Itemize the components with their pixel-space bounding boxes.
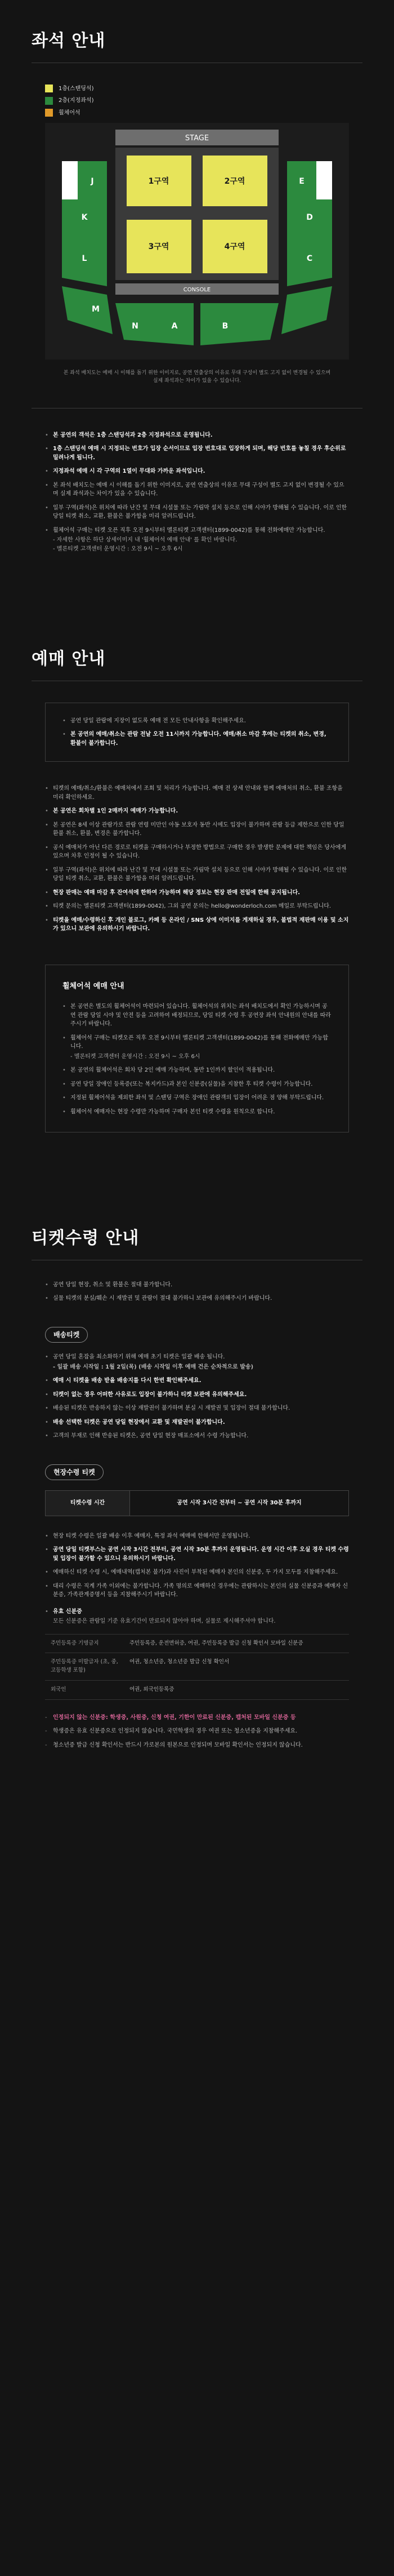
note-sub: - 멜론티켓 고객센터 운영시간 : 오전 9시 ~ 오후 6시 (70, 1053, 200, 1060)
note-sub: - 멜론티켓 고객센터 운영시간 : 오전 9시 ~ 오후 6시 (53, 545, 183, 552)
block-B-bottom (200, 303, 279, 345)
note: • 1층 스탠딩석 예매 시 지정되는 번호가 입장 순서이므로 입장 번호대로 입장하게 되며, 해당 번호를 놓칠 경우 후순위로 밀려나게 됩니다. (45, 446, 346, 461)
booking-notes (45, 784, 349, 934)
note: • 배송 선택한 티켓은 공연 당일 현장에서 교환 및 재발권이 불가합니다. (45, 1419, 225, 1425)
seat-map (45, 123, 349, 359)
wheelchair-box (45, 965, 349, 1132)
note: • 본 공연은 별도의 휠체어석이 마련되어 있습니다. 휠체어석의 위치는 좌석 배치도에서 확인 가능하시며 공연 관람 당일 시야 및 안전 등을 고려하여 배정되므로, 당일 티켓 수령 후 공연장 좌석 안내원의 안내를 따라주시기 바랍니다. (62, 1003, 331, 1028)
onsite-table (45, 1490, 349, 1516)
note: • 일부 구역(좌석)은 위치에 따라 난간 및 무대 시설물 또는 가림막 설치 등으로 인해 시야가 방해될 수 있습니다. 이로 인한 당일 티켓 취소, 교환, 환불은 불가함을 미리 알려드립니다. (45, 504, 347, 520)
onsite-table-key: 티켓수령 시간 (46, 1491, 130, 1516)
note: • 휠체어석 구매는 티켓 오픈 직후 오전 9시부터 멜론티켓 고객센터(1899-0042)를 통해 전화예매만 가능합니다. (45, 527, 325, 534)
legend-label: 휠체어석 (59, 109, 80, 116)
onsite-table-value: 공연 시작 3시간 전부터 ~ 공연 시작 30분 후까지 (177, 1500, 302, 1507)
note: • 티켓이 없는 경우 어떠한 사유로도 입장이 불가하니 티켓 보관에 유의해주세요. (45, 1391, 247, 1398)
svg-text:J: J (91, 177, 94, 186)
note: • 본 공연의 예매/취소는 관람 전날 오전 11시까지 가능합니다. 예매/취소 마감 후에는 티켓의 취소, 변경, 환불이 불가합니다. (62, 731, 326, 747)
note: • 공연 당일 혼잡을 최소화하기 위해 예매 초기 티켓은 일괄 배송 됩니다. (45, 1354, 225, 1361)
note: • 본 공연은 8세 이상 관람가로 관람 연령 미만인 아동 보호자 동반 시에도 입장이 불가하며 관람 등급 제한으로 인한 당일 환불 취소, 환불, 변경은 불가합니다. (45, 821, 344, 837)
note: - 청소년증 발급 신청 확인서는 반드시 가로본의 원본으로 인정되며 모바일 확인서는 인정되지 않습니다. (45, 1742, 303, 1748)
note: • 배송된 티켓은 반송하지 않는 이상 재발권이 불가하며 분실 시 재발권 및 입장이 절대 불가합니다. (45, 1405, 290, 1412)
legend-swatch (45, 85, 53, 92)
id-table (45, 1634, 349, 1700)
svg-text:M: M (92, 305, 100, 314)
id-note: 모든 신분증은 관람일 기준 유효기간이 만료되지 않아야 하며, 실물로 제시해주셔야 합니다. (53, 1618, 276, 1625)
legend-item-wheelchair (45, 109, 349, 118)
svg-text:D: D (306, 213, 313, 222)
onsite-label-wrap (45, 1464, 349, 1481)
legend-item-standing (45, 85, 349, 94)
svg-text:L: L (82, 254, 87, 263)
note: • 공연 당일 현장, 취소 및 환불은 절대 불가합니다. (45, 1281, 173, 1288)
id-bottom-notes (45, 1713, 349, 1750)
booking-section-title: 예매 안내 (32, 649, 106, 669)
note: • 현장 판매는 예매 마감 후 잔여석에 한하여 가능하며 해당 정보는 현장 판매 전일에 한해 공지됩니다. (45, 889, 300, 896)
seat-map-caption: 본 좌석 배치도는 예매 시 이해를 돕기 위한 이미지로, 공연 연출상의 이유로 무대 구성이 별도 고지 없이 변경될 수 있으며 실제 좌석과는 차이가 있을 수 있습니다. (63, 370, 331, 384)
svg-text:C: C (306, 254, 313, 263)
booking-box (45, 703, 349, 762)
note: • 휠체어석 예매자는 현장 수령만 가능하며 구매자 본인 티켓 수령을 원칙으로 합니다. (62, 1108, 275, 1115)
table-row: 주민등록증 기명금지 주민등록증, 운전면허증, 여권, 주민등록증 발급 신청 확인서 모바일 신분증 (45, 1634, 349, 1653)
legend-swatch (45, 97, 53, 105)
legend-label: 1층(스탠딩석) (59, 85, 94, 92)
note: • 지정된 휠체어석을 제외한 좌석 및 스탠딩 구역은 장애인 관람객의 입장이 어려운 점 양해 부탁드립니다. (62, 1095, 324, 1102)
note: • 본 공연의 객석은 1층 스탠딩석과 2층 지정좌석으로 운영됩니다. (45, 432, 213, 438)
note: - 학생증은 유효 신분증으로 인정되지 않습니다. 국민학생의 경우 여권 또는 청소년증을 지참해주세요. (45, 1728, 298, 1735)
stage-label: STAGE (185, 134, 209, 143)
onsite-notes (45, 1532, 349, 1626)
block-N-A (115, 303, 194, 345)
seat-legend (45, 85, 349, 118)
note: • 예매하신 티켓 수령 시, 예매내역(캡처본 불가)과 사진이 부착된 예매자 본인의 신분증, 두 가지 모두를 지참해주세요. (45, 1569, 338, 1576)
delivery-label-wrap (45, 1327, 349, 1343)
table-row: 주민등록증 미발급자 (초, 중, 고등학생 포함) 여권, 청소년증, 청소년증 발급 신청 확인서 (45, 1653, 349, 1680)
note: • 공연 당일 티켓부스는 공연 시작 3시간 전부터, 공연 시작 30분 후까지 운영됩니다. 운영 시간 이후 오실 경우 티켓 수령 및 입장이 불가할 수 있으니 유의하시기 바랍니다. (45, 1547, 349, 1562)
ticket-intro (45, 1281, 349, 1303)
note-sub: - 자세한 사항은 하단 상세이미지 내 '휠체어석 예매 안내' 를 확인 바랍니다. (53, 537, 238, 544)
legend-item-reserved (45, 96, 349, 105)
delivery-pill: 배송티켓 (45, 1327, 88, 1343)
note: • 현장 티켓 수령은 일괄 배송 이후 예매자, 특정 좌석 예매에 한해서만 운영됩니다. (45, 1533, 250, 1539)
note: • 대리 수령은 직계 가족 이외에는 불가합니다. 가족 명의로 예매하신 경우에는 관람하시는 본인의 실물 신분증과 예매자 신분증, 가족관계증명서 등을 지참해주시기 바랍니다. (45, 1583, 348, 1598)
svg-text:E: E (299, 177, 305, 186)
note: • 본 좌석 배치도는 예매 시 이해를 돕기 위한 이미지로, 공연 연출상의 이유로 무대 구성이 별도 고지 없이 변경될 수 있으며 실제 좌석과는 차이가 있을 수 있습니다. (45, 482, 344, 498)
console-label: CONSOLE (183, 287, 211, 293)
svg-text:A: A (171, 322, 178, 331)
note-sub: - 일괄 배송 시작일 : 1월 2일(목) (배송 시작일 이후 예매 건은 순차적으로 발송) (53, 1363, 254, 1370)
block-label: 4구역 (224, 242, 245, 251)
seat-section-title: 좌석 안내 (32, 31, 106, 51)
note: • 공연 당일 관람에 지장이 없도록 예매 전 모든 안내사항을 확인해주세요. (62, 717, 246, 724)
seat-notes (45, 431, 349, 554)
svg-text:K: K (81, 213, 88, 222)
note: • 공연 당일 장애인 등록증(또는 복지카드)과 본인 신분증(실물)을 지참한 후 티켓 수령이 가능합니다. (62, 1081, 313, 1087)
ticket-section-title: 티켓수령 안내 (32, 1228, 140, 1249)
note: • 공식 예매처가 아닌 다른 경로로 티켓을 구매하시거나 부정한 방법으로 구매한 경우 발생한 문제에 대한 책임은 당사에게 있으며 차후 인정이 될 수 있습니다. (45, 844, 347, 860)
note: • 실물 티켓의 분실/훼손 시 재발권 및 관람이 절대 불가하니 보관에 유의해주시기 바랍니다. (45, 1295, 272, 1302)
table-row: 외국인 여권, 외국인등록증 (45, 1680, 349, 1699)
note: • 본 공연의 휠체어석은 회차 당 2인 예매 가능하며, 동반 1인까지 할인이 적용됩니다. (62, 1067, 275, 1074)
svg-text:B: B (222, 322, 229, 331)
note: • 고객의 부재로 인해 반송된 티켓은, 공연 당일 현장 매표소에서 수령 가능합니다. (45, 1433, 249, 1440)
block-label: 1구역 (148, 177, 169, 186)
block-label: 2구역 (224, 177, 245, 186)
wheelchair-title: 휠체어석 예매 안내 (62, 981, 124, 991)
legend-swatch (45, 109, 53, 117)
note: - 인정되지 않는 신분증: 학생증, 사원증, 신청 여권, 기한이 만료된 신분증, 캡처된 모바일 신분증 등 (45, 1714, 296, 1721)
note: • 유효 신분증 (45, 1608, 82, 1615)
note: • 지정좌석 예매 시 각 구역의 1열이 무대와 가까운 좌석입니다. (45, 468, 205, 475)
note: • 티켓 문의는 멜론티켓 고객센터(1899-0042), 그외 공연 문의는 hello@wonderloch.com 메일로 부탁드립니다. (45, 903, 332, 910)
note: • 티켓의 예매/취소/환불은 예매처에서 조회 및 처리가 가능합니다. 예매 전 상세 안내와 함께 예매처의 취소, 환불 조항을 미리 확인하세요. (45, 785, 343, 801)
note: • 일부 구역(좌석)은 위치에 따라 난간 및 무대 시설물 또는 가림막 설치 등으로 인해 시야가 방해될 수 있습니다. 이로 인한 당일 티켓 취소, 교환, 환불은 불가함을 미리 알려드립니다. (45, 867, 347, 882)
note: • 휠체어석 구매는 티켓오픈 직후 오전 9시부터 멜론티켓 고객센터(1899-0042)를 통해 전화예매만 가능합니다. (62, 1034, 328, 1050)
note: • 본 공연은 회차별 1인 2매까지 예매가 가능합니다. (45, 808, 178, 815)
block-label: 3구역 (148, 242, 169, 251)
delivery-notes (45, 1353, 349, 1441)
legend-label: 2층(지정좌석) (59, 97, 94, 104)
note: • 예매 시 티켓을 배송 받을 배송지를 다시 한번 확인해주세요. (45, 1378, 202, 1384)
note: • 티켓을 예매/수령하신 후 개인 블로그, 카페 등 온라인 / SNS 상에 이미지를 게재하실 경우, 불법적 재판매 이용 및 소지가 있으니 보관에 유의하시기 바랍니다. (45, 917, 349, 932)
svg-text:N: N (132, 322, 138, 331)
onsite-pill: 현장수령 티켓 (45, 1464, 104, 1481)
